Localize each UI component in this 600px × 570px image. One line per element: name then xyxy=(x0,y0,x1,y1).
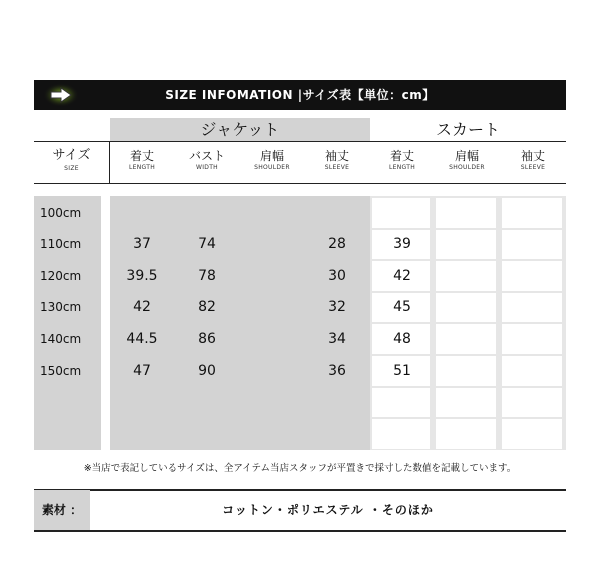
skirt-grid-cell xyxy=(436,419,496,449)
cell-jacket-length: 44.5 xyxy=(126,331,158,347)
col-sub: LENGTH xyxy=(128,164,156,171)
col-jacket-length xyxy=(113,149,171,172)
col-sub: SHOULDER xyxy=(254,164,290,171)
skirt-grid-cell xyxy=(502,324,562,354)
arrow-right-icon xyxy=(42,83,80,107)
size-info-header xyxy=(34,80,566,110)
size-column-bg xyxy=(34,196,101,450)
skirt-group-title: スカート xyxy=(435,120,500,139)
skirt-grid-cell xyxy=(502,419,562,449)
material-label: 素材 ： xyxy=(34,490,90,530)
col-label: バスト xyxy=(188,149,225,163)
skirt-grid-cell xyxy=(502,261,562,291)
row-size-label: 100cm xyxy=(40,206,82,220)
skirt-grid-cell xyxy=(372,419,430,449)
row-size-label: 140cm xyxy=(40,332,82,346)
col-label: 袖丈 xyxy=(324,149,349,163)
material-value: コットン・ポリエステル ・そのほか xyxy=(222,503,434,517)
material-bottom-line xyxy=(34,530,566,532)
cell-skirt-length: 45 xyxy=(393,299,411,315)
row-size-label: 120cm xyxy=(40,269,82,283)
cell-jacket-length: 39.5 xyxy=(126,268,158,284)
measurement-note: ※当店で表記しているサイズは、全アイテム当店スタッフが平置きで採寸した数値を記載しています。 xyxy=(83,463,517,474)
skirt-grid-cell xyxy=(436,388,496,418)
skirt-grid-cell xyxy=(436,293,496,323)
cell-jacket-width: 82 xyxy=(198,299,216,315)
header-divider xyxy=(109,141,110,184)
cell-jacket-width: 90 xyxy=(198,363,216,379)
col-label: 着丈 xyxy=(389,149,414,163)
size-column-sub: SIZE xyxy=(64,165,79,172)
row-size-label: 130cm xyxy=(40,300,82,314)
col-label: 肩幅 xyxy=(454,149,479,163)
col-label: 着丈 xyxy=(129,149,154,163)
jacket-group-title: ジャケット xyxy=(200,120,280,139)
col-jacket-shoulder xyxy=(243,149,301,172)
col-skirt-shoulder xyxy=(437,149,497,172)
size-column-label: サイズ xyxy=(52,148,91,163)
col-label: 肩幅 xyxy=(259,149,284,163)
skirt-grid-cell xyxy=(436,356,496,386)
cell-jacket-width: 78 xyxy=(198,268,216,284)
cell-jacket-length: 37 xyxy=(133,236,151,252)
col-skirt-sleeve xyxy=(502,149,564,172)
jacket-body-bg xyxy=(110,196,370,450)
skirt-grid-cell xyxy=(436,324,496,354)
col-jacket-sleeve xyxy=(308,149,366,172)
col-jacket-width xyxy=(178,149,236,172)
skirt-grid-cell xyxy=(436,198,496,228)
skirt-grid-cell xyxy=(372,198,430,228)
cell-jacket-sleeve: 30 xyxy=(328,268,346,284)
col-label: 袖丈 xyxy=(520,149,545,163)
header-top-line xyxy=(34,141,566,142)
skirt-grid-cell xyxy=(372,388,430,418)
cell-jacket-sleeve: 32 xyxy=(328,299,346,315)
cell-jacket-length: 47 xyxy=(133,363,151,379)
skirt-grid-cell xyxy=(436,230,496,260)
cell-jacket-width: 86 xyxy=(198,331,216,347)
skirt-grid-cell xyxy=(502,356,562,386)
cell-jacket-sleeve: 34 xyxy=(328,331,346,347)
skirt-grid-cell xyxy=(502,293,562,323)
row-size-label: 150cm xyxy=(40,364,82,378)
cell-jacket-width: 74 xyxy=(198,236,216,252)
size-column-header xyxy=(34,148,109,173)
skirt-grid-cell xyxy=(502,230,562,260)
header-bottom-line xyxy=(34,183,566,184)
header-title: SIZE INFOMATION |サイズ表【単位：cm】 xyxy=(165,88,435,102)
col-sub: LENGTH xyxy=(388,164,416,171)
col-sub: SLEEVE xyxy=(324,164,350,171)
col-sub: SHOULDER xyxy=(449,164,485,171)
skirt-grid-cell xyxy=(436,261,496,291)
skirt-grid-cell xyxy=(502,198,562,228)
row-size-label: 110cm xyxy=(40,237,82,251)
cell-jacket-sleeve: 28 xyxy=(328,236,346,252)
cell-skirt-length: 39 xyxy=(393,236,411,252)
cell-skirt-length: 48 xyxy=(393,331,411,347)
cell-jacket-length: 42 xyxy=(133,299,151,315)
col-sub: WIDTH xyxy=(196,164,218,171)
skirt-grid-cell xyxy=(502,388,562,418)
col-skirt-length xyxy=(372,149,432,172)
cell-skirt-length: 51 xyxy=(393,363,411,379)
cell-jacket-sleeve: 36 xyxy=(328,363,346,379)
cell-skirt-length: 42 xyxy=(393,268,411,284)
col-sub: SLEEVE xyxy=(520,164,546,171)
